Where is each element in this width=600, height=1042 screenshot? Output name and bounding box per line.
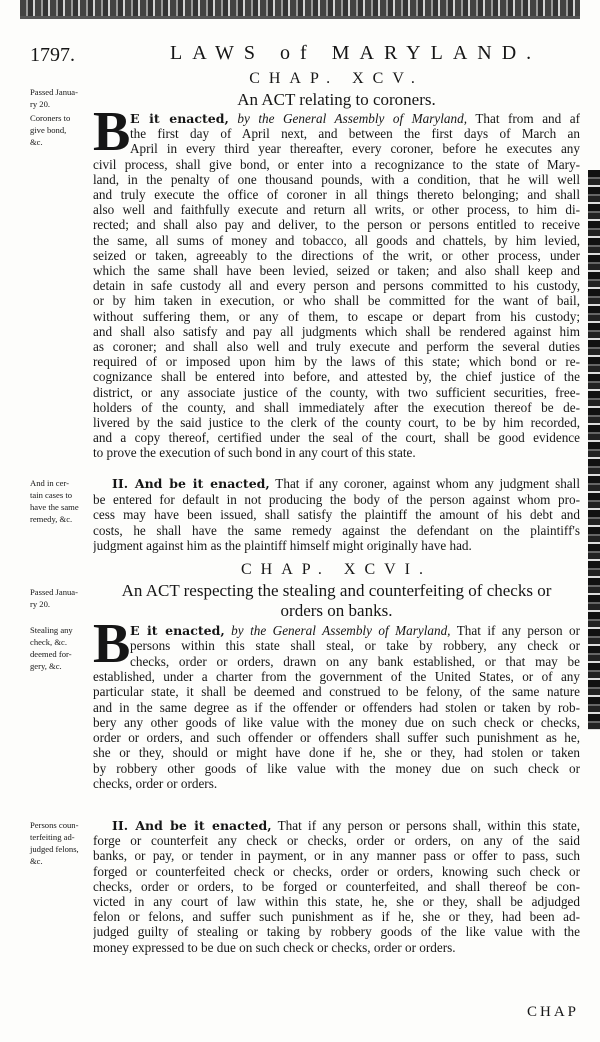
text-line: detain in safe custody all and every person and persons committed to his custody, [93, 278, 580, 294]
margin-note-line: judged felons, [30, 844, 79, 854]
act-title: An ACT relating to coroners. [237, 90, 436, 109]
act-title: An ACT respecting the stealing and counterfeiting of checks or [121, 581, 552, 600]
margin-note-line: check, &c. [30, 637, 67, 647]
margin-note-line: tain cases to [30, 490, 72, 500]
text-line: and in the same degree as if the offender or offenders had stolen or taken by rob- [93, 699, 580, 715]
text-line: seized or taken, agreeably to the directions of the writ, or other process, under [93, 247, 580, 263]
margin-note [30, 624, 92, 672]
margin-note-line: ry 20. [30, 599, 51, 609]
text-line: to prove the execution of such bond in any court of this state. [93, 445, 416, 461]
page-year: 1797. [30, 44, 75, 66]
text-line: civil process, shall give bond, or enter into a recognizance to the state of Mary- [93, 156, 580, 172]
margin-note-line: &c. [30, 137, 43, 147]
enacting-authority: by the General Assembly of Maryland, [231, 623, 451, 638]
text-line: she or they, should or might have done if he, she or they, had stolen or taken [93, 745, 580, 761]
text-line: cess may have been issued, shall satisfy the plaintiff the amount of his debt and [93, 507, 580, 522]
text-line: livered by the said justice to the clerk of the county court, to be by him recorded, [93, 415, 580, 430]
text-line: the same, all sums of money and tobacco, all goods and chattels, by him levied, [93, 232, 580, 248]
act-title: orders on banks. [280, 601, 393, 620]
text-line: also well and faithfully execute and return all writs, or other process, to him di- [93, 202, 580, 218]
text-line: judgment against him as the plaintiff himself might originally have had. [93, 538, 472, 553]
text-line: cognizance shall be entered into before, and attested by, the chief justice of the [93, 369, 580, 385]
text-line: district, or any associate justice of the county, with two sufficient securities, free- [93, 384, 580, 400]
text-line [112, 818, 580, 833]
text-line: persons within this state shall steal, or take by robbery, any check or [130, 638, 580, 654]
text-line: rected; and shall also pay and deliver, to the person or persons entitled to receive [93, 217, 580, 233]
margin-note-line: gery, &c. [30, 661, 62, 671]
margin-note-line: have the same [30, 502, 79, 512]
margin-note-line: And in cer- [30, 478, 69, 488]
catchword: CHAP [527, 1004, 580, 1020]
text-line: money expressed to be due on such check or checks, order or orders. [93, 939, 456, 955]
enacting-clause: E it enacted, [130, 623, 225, 638]
margin-note [30, 112, 92, 148]
margin-note-line: deemed for- [30, 649, 72, 659]
text-line: the first day of April next, and between the first days of March an [130, 126, 580, 142]
text-line: and truly execute the office of coroner in all things thereto belonging; and shall [93, 187, 580, 202]
text-line: April in every third year thereafter, every coroner, before he executes any [130, 141, 580, 157]
text-line: without suffering them, or any of them, to escape or depart from his custody; [93, 308, 580, 324]
text-line [112, 476, 580, 491]
chapter-heading: CHAP. XCVI. [240, 561, 432, 578]
margin-note-line: Stealing any [30, 625, 73, 635]
margin-note-line: Persons coun- [30, 820, 79, 830]
text-line: required of or imposed upon him by the laws of this state; which bond or re- [93, 354, 580, 370]
margin-note-line: terfeiting ad- [30, 832, 75, 842]
section-text: That if any person or persons shall, within this state, [277, 818, 580, 833]
enacting-authority: by the General Assembly of Maryland, [237, 111, 467, 126]
text-line: checks, order or orders, to be forged or counterfeited, and shall thereof be con- [93, 878, 580, 894]
margin-note [30, 586, 92, 610]
text-line: checks, order or orders. [93, 776, 218, 791]
text-line: forge or counterfeit any check or checks, order or orders, on any of the said [93, 833, 580, 849]
text-line: holders of the county, and shall immediately after the execution thereof be de- [93, 399, 580, 415]
section-lead: II. And be it enacted, [112, 818, 272, 833]
scan-border-top [20, 0, 580, 16]
running-title: LAWS of MARYLAND. [170, 42, 542, 64]
text-line: land, in the penalty of one thousand pounds, with a condition, that he will well [93, 171, 580, 187]
text-line: and shall also satisfy and pay all judgments which shall be rendered against him [93, 323, 580, 339]
margin-note [30, 86, 92, 110]
text-line: and a copy thereof, certified under the seal of the court, shall be good evidence [93, 430, 580, 446]
margin-note-line: Passed Janua- [30, 87, 78, 97]
text-line: felon or felons, and suffer such punishment as if he, she or they, had been ad- [93, 909, 580, 925]
scan-edge-artifact [588, 170, 600, 730]
text-line: forged or counterfeited check or checks, order or orders, knowing such check or [93, 863, 580, 879]
section-lead: II. And be it enacted, [112, 476, 270, 491]
enacting-clause: E it enacted, [130, 111, 229, 126]
margin-note [30, 819, 92, 867]
enacting-text: That from and af [475, 111, 580, 126]
text-line: order or orders, and such offender or offenders shall suffer such punishment as he, [93, 730, 580, 746]
text-line [130, 623, 580, 638]
margin-note [30, 477, 92, 525]
drop-cap: B [93, 101, 131, 163]
margin-note-line: give bond, [30, 125, 67, 135]
margin-note-line: &c. [30, 856, 43, 866]
text-line: which the same shall have been levied, seized or taken; and also shall keep and [93, 263, 580, 278]
drop-cap: B [93, 613, 131, 675]
text-line: be entered for default in not producing the body of the person against whom pro- [93, 491, 580, 507]
section-text: That if any coroner, against whom any judgment shall [275, 476, 580, 491]
text-line: checks, order or orders, drawn on any bank established, or that may be [130, 653, 580, 669]
text-line: judged guilty of stealing or taking by robbery goods of the like value with the [93, 924, 580, 940]
text-line: particular state, it shall be deemed and construed to be felony, of the same nature [93, 684, 580, 700]
text-line: established, under a charter from the government of the United States, or of any [93, 668, 580, 684]
chapter-heading: CHAP. XCV. [249, 70, 424, 87]
text-line: costs, he shall have the same remedy against the defendant on the plaintiff's [93, 522, 580, 538]
margin-note-line: ry 20. [30, 99, 51, 109]
margin-note-line: remedy, &c. [30, 514, 73, 524]
text-line: banks, or pay, or tender in payment, or in any manner pass or offer to pass, such [93, 848, 580, 864]
enacting-text: That if any person or [456, 623, 580, 638]
text-line: bery any other goods of like value with the money due on such check or checks, [93, 714, 580, 730]
text-line [130, 111, 580, 126]
text-line: as coroner; and shall also well and truly execute and perform the several duties [93, 339, 580, 354]
text-line: by robbery other goods of like value with the money due on such check or [93, 760, 580, 776]
text-line: victed in any court of law within this state, he, she or they, shall be adjudged [93, 894, 580, 909]
margin-note-line: Passed Janua- [30, 587, 78, 597]
margin-note-line: Coroners to [30, 113, 71, 123]
scan-border-rule [20, 16, 580, 19]
text-line: or by him taken in execution, or who shall be committed for the want of bail, [93, 293, 580, 309]
